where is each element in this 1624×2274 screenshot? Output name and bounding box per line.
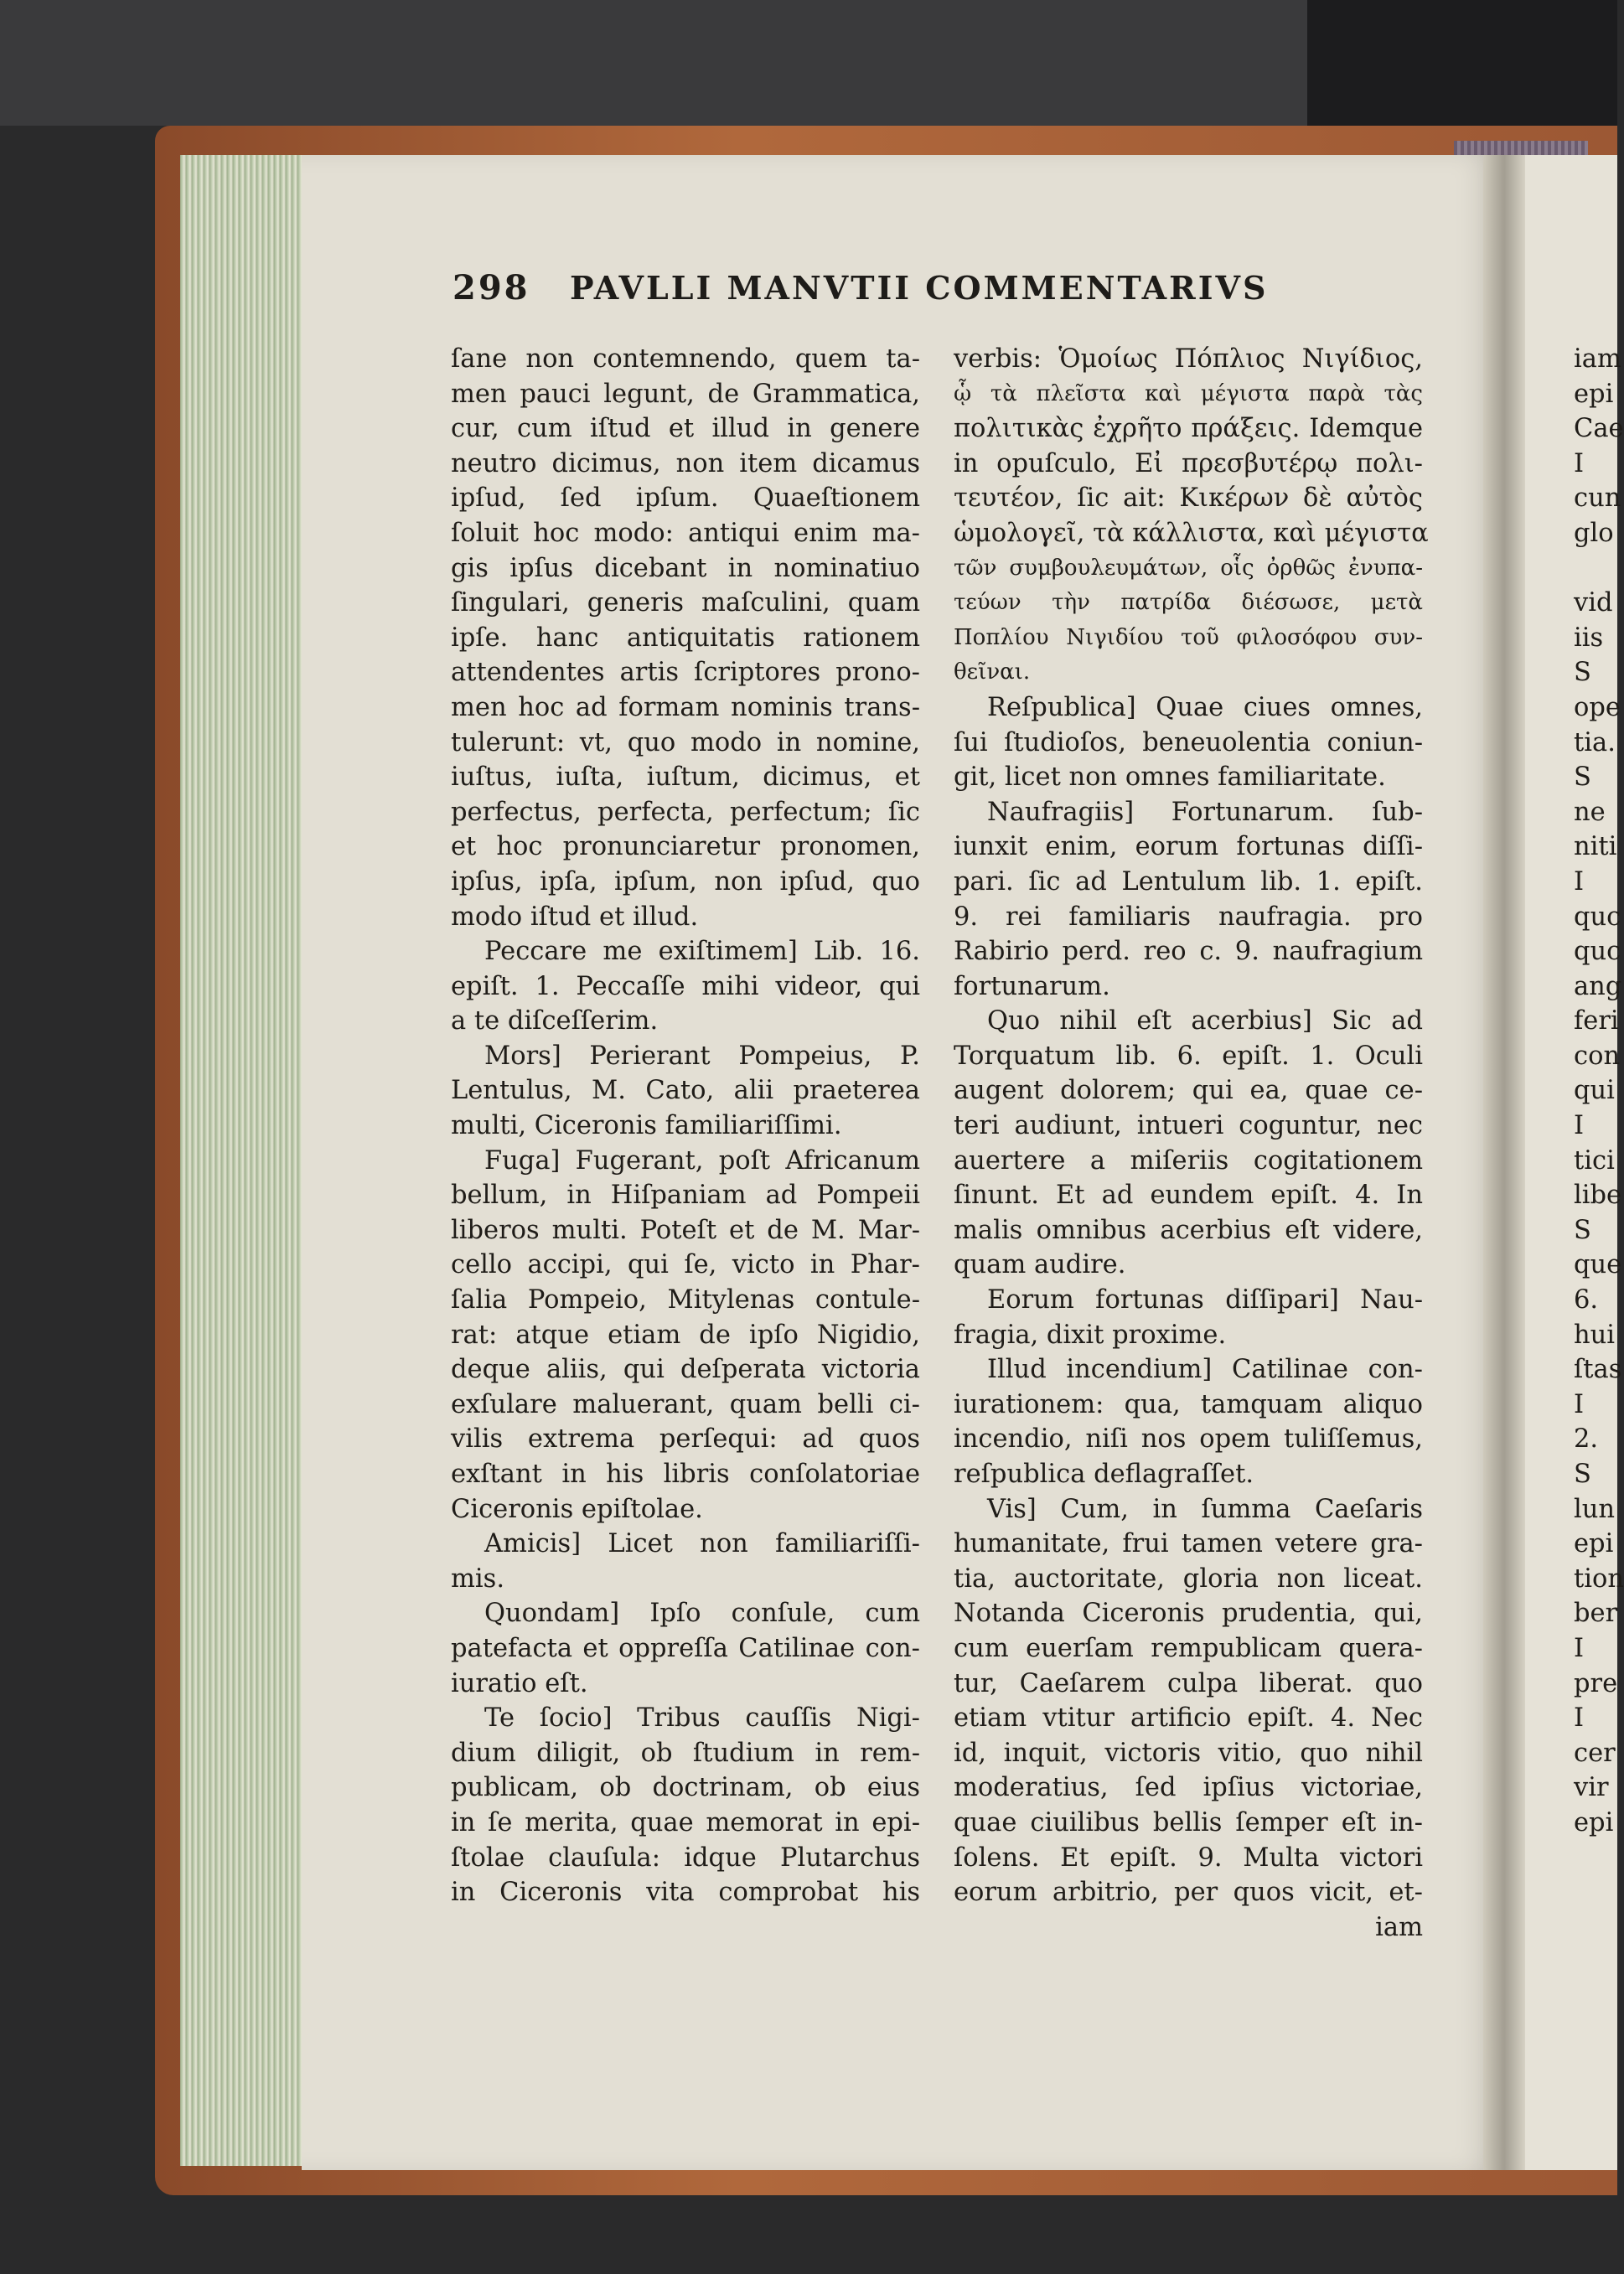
facing-text-fragment: pre [1574,1668,1618,1698]
facing-text-fragment [1574,551,1616,587]
text-line: deque aliis, qui deſperata victoria [451,1355,920,1385]
text-line: ipſus, ipſa, ipſum, non ipſud, quo [451,866,920,897]
facing-text-fragment: qui [1574,1076,1615,1106]
facing-text-fragment: quc [1574,902,1621,932]
facing-text-fragment: S [1574,658,1591,688]
facing-text-fragment: S [1574,1460,1591,1489]
facing-text-fragment: iam [1574,344,1621,374]
text-line: ſinunt. Et ad eundem epiſt. 4. In [954,1181,1423,1211]
text-line: ſoluit hoc modo: antiqui enim ma- [451,518,920,548]
facing-text-fragment: feri [1574,1006,1619,1036]
facing-text-fragment: epi [1574,1807,1614,1837]
text-line: ſolens. Et epiſt. 9. Multa victori [954,1842,1423,1873]
facing-text-fragment: libe [1574,1181,1622,1211]
text-line: iam [1375,1912,1423,1942]
facing-text-fragment: con [1574,1041,1621,1071]
facing-text-fragment: Cae [1574,414,1624,444]
text-line: incendio, niſi nos opem tuliſſemus, [954,1424,1423,1455]
text-line: Eorum fortunas diſſipari] Nau- [987,1285,1423,1315]
facing-text-fragment: glo [1574,518,1614,548]
facing-text-fragment: ber [1574,1599,1618,1629]
text-line: moderatius, ſed ipſius victoriae, [954,1773,1423,1803]
facing-text-fragment: vir [1574,1773,1609,1803]
text-line: ᾧ τὰ πλεῖστα καὶ μέγιστα παρὰ τὰς [954,380,1423,406]
text-line: quae ciuilibus bellis ſemper eſt in- [954,1807,1423,1837]
text-line: Reſpublica] Quae ciues omnes, [987,692,1423,722]
text-line: iuſtus, iuſta, iuſtum, dicimus, et [451,762,920,793]
text-line: in Ciceronis vita comprobat his [451,1878,920,1908]
text-line: Lentulus, M. Cato, alii praeterea [451,1076,920,1106]
text-line: tur, Caeſarem culpa liberat. quo [954,1668,1423,1698]
text-line: ipſe. hanc antiquitatis rationem [451,623,920,653]
facing-text-fragment: S [1574,762,1591,793]
facing-page-text [1574,342,1624,1841]
book-gutter [1483,155,1525,2170]
facing-text-fragment: tion [1574,1563,1624,1594]
text-line: attendentes artis ſcriptores prono- [451,658,920,688]
facing-text-fragment: I [1574,1111,1585,1141]
text-line: cur, cum iſtud et illud in genere [451,414,920,444]
text-line: rat: atque etiam de ipſo Nigidio, [451,1320,920,1350]
text-line: iuratio eſt. [451,1668,588,1698]
text-line: tia, auctoritate, gloria non liceat. [954,1563,1423,1594]
running-header [453,268,1425,308]
text-line: Amicis] Licet non familiariſſi- [484,1529,920,1559]
facing-text-fragment: I [1574,1703,1585,1734]
text-line: men pauci legunt, de Grammatica, [451,379,920,409]
text-line: quam audire. [954,1250,1126,1280]
text-line: Ποπλίου Νιγιδίου τοῦ φιλοσόφου συν- [954,624,1423,650]
facing-text-fragment: I [1574,1633,1585,1663]
text-line: Notanda Ciceronis prudentia, qui, [954,1599,1423,1629]
facing-text-fragment: I [1574,866,1585,897]
text-line: τεύων τὴν πατρίδα διέσωσε, μετὰ [954,590,1423,616]
text-line: etiam vtitur artificio epiſt. 4. Nec [954,1703,1423,1734]
text-line: Naufragiis] Fortunarum. ſub- [987,797,1423,827]
text-line: cum euerſam rempublicam quera- [954,1633,1423,1663]
text-line: malis omnibus acerbius eſt videre, [954,1215,1423,1245]
text-line: neutro dicimus, non item dicamus [451,448,920,478]
text-line: iunxit enim, eorum fortunas diſſi- [954,832,1423,862]
text-line: git, licet non omnes familiaritate. [954,762,1386,793]
text-line: dium diligit, ob ſtudium in rem- [451,1738,920,1768]
text-line: mis. [451,1563,505,1594]
text-line: Quondam] Ipſo conſule, cum [484,1599,920,1629]
text-line: teri audiunt, intueri coguntur, nec [954,1111,1423,1141]
text-line: publicam, ob doctrinam, ob eius [451,1773,920,1803]
facing-text-fragment: quc [1574,937,1621,967]
text-line: auertere a miſeriis cogitationem [954,1145,1423,1176]
facing-text-fragment: tia. [1574,727,1616,757]
text-line: Illud incendium] Catilinae con- [987,1355,1423,1385]
text-line: ὡμολογεῖ, τὰ κάλλιστα, καὶ μέγιστα [954,518,1429,548]
text-line: ſtolae clauſula: idque Plutarchus [451,1842,920,1873]
facing-text-fragment: epi [1574,379,1614,409]
text-line: Mors] Perierant Pompeius, P. [484,1041,920,1071]
text-line: ipſud, ſed ipſum. Quaeſtionem [451,483,920,514]
text-line: vilis extrema perſequi: ad quos [451,1424,920,1455]
text-line: Vis] Cum, in ſumma Caeſaris [987,1494,1423,1524]
left-text-column [451,342,920,1910]
text-line: ſingulari, generis maſculini, quam [451,588,920,618]
text-line: et hoc pronunciaretur pronomen, [451,832,920,862]
text-line: men hoc ad formam nominis trans- [451,692,920,722]
text-line: fragia, dixit proxime. [954,1320,1227,1350]
text-line: verbis: Ὁμοίως Πόπλιος Νιγίδιος, [954,344,1423,374]
facing-text-fragment: S [1574,1215,1591,1245]
text-line: a te diſceſſerim. [451,1006,659,1036]
facing-text-fragment: vid [1574,588,1613,618]
facing-text-fragment: cun [1574,483,1621,514]
text-line: Rabirio perd. reo c. 9. naufragium [954,937,1423,967]
facing-text-fragment: lun [1574,1494,1616,1524]
text-line: exſtant in his libris conſolatoriae [451,1460,920,1489]
page-number: 298 [453,268,530,308]
text-line: Quo nihil eſt acerbius] Sic ad [987,1006,1423,1036]
text-line: id, inquit, victoris vitio, quo nihil [954,1738,1423,1768]
text-line: Fuga] Fugerant, poſt Africanum [484,1145,920,1176]
text-line: patefacta et oppreſſa Catilinae con- [451,1633,920,1663]
text-line: Peccare me exiſtimem] Lib. 16. [484,937,920,967]
text-line: liberos multi. Poteſt et de M. Mar- [451,1215,920,1245]
facing-text-fragment: I [1574,448,1585,478]
text-line: gis ipſus dicebant in nominatiuo [451,553,920,583]
text-line: perfectus, perfecta, perfectum; ſic [451,797,920,827]
text-line: πολιτικὰς ἐχρῆτο πράξεις. Idemque [954,414,1423,444]
facing-text-fragment: 6. [1574,1285,1599,1315]
text-line: θεῖναι. [954,659,1031,685]
text-line: pari. ſic ad Lentulum lib. 1. epiſt. [954,866,1423,897]
text-line: multi, Ciceronis familiariſſimi. [451,1111,842,1141]
text-line: eorum arbitrio, per quos vicit, et- [954,1878,1423,1908]
page-edges [180,155,312,2166]
facing-text-fragment: ope [1574,692,1621,722]
facing-text-fragment: hui [1574,1320,1616,1350]
facing-text-fragment: ſtas [1574,1355,1622,1385]
text-line: 9. rei familiaris naufragia. pro [954,902,1423,932]
running-head-title: PAVLLI MANVTII COMMENTARIVS [570,269,1269,307]
facing-text-fragment: que [1574,1250,1622,1280]
text-line: epiſt. 1. Peccaſſe mihi videor, qui [451,971,920,1001]
facing-text-fragment: iis [1574,623,1604,653]
text-line: Torquatum lib. 6. epiſt. 1. Oculi [954,1041,1423,1071]
facing-text-fragment: niti [1574,832,1617,862]
text-line: fortunarum. [954,971,1110,1001]
text-line: τῶν συμβουλευμάτων, οἷς ὀρθῶς ἐνυπα- [954,555,1423,581]
text-line: τευτέον, ſic ait: Κικέρων δὲ αὐτὸς [954,483,1423,514]
text-line: exſulare maluerant, quam belli ci- [451,1389,920,1419]
text-line: augent dolorem; qui ea, quae ce- [954,1076,1423,1106]
text-line: modo iſtud et illud. [451,902,699,932]
text-line: ſui ſtudioſos, beneuolentia coniun- [954,727,1423,757]
text-line: iurationem: qua, tamquam aliquo [954,1389,1423,1419]
text-line: reſpublica deflagraſſet. [954,1460,1254,1489]
text-line: Te ſocio] Tribus cauſſis Nigi- [484,1703,920,1734]
facing-text-fragment: tici [1574,1145,1615,1176]
text-line: ſane non contemnendo, quem ta- [451,344,920,374]
facing-text-fragment: cer [1574,1738,1616,1768]
text-line: in opuſculo, Εἰ πρεσβυτέρῳ πολι- [954,448,1423,478]
text-line: Ciceronis epiſtolae. [451,1494,703,1524]
text-line: cello accipi, qui ſe, victo in Phar- [451,1250,920,1280]
facing-text-fragment: 2. [1574,1424,1599,1455]
facing-text-fragment: ne [1574,797,1606,827]
text-line: bellum, in Hiſpaniam ad Pompeii [451,1181,920,1211]
text-line: ſalia Pompeio, Mitylenas contule- [451,1285,920,1315]
facing-text-fragment: I [1574,1389,1585,1419]
right-text-column [954,342,1429,1945]
text-line: tulerunt: vt, quo modo in nomine, [451,727,920,757]
text-line: humanitate, frui tamen vetere gra- [954,1529,1423,1559]
facing-text-fragment: ang [1574,971,1622,1001]
text-line: in ſe merita, quae memorat in epi- [451,1807,920,1837]
facing-text-fragment: epi [1574,1529,1614,1559]
